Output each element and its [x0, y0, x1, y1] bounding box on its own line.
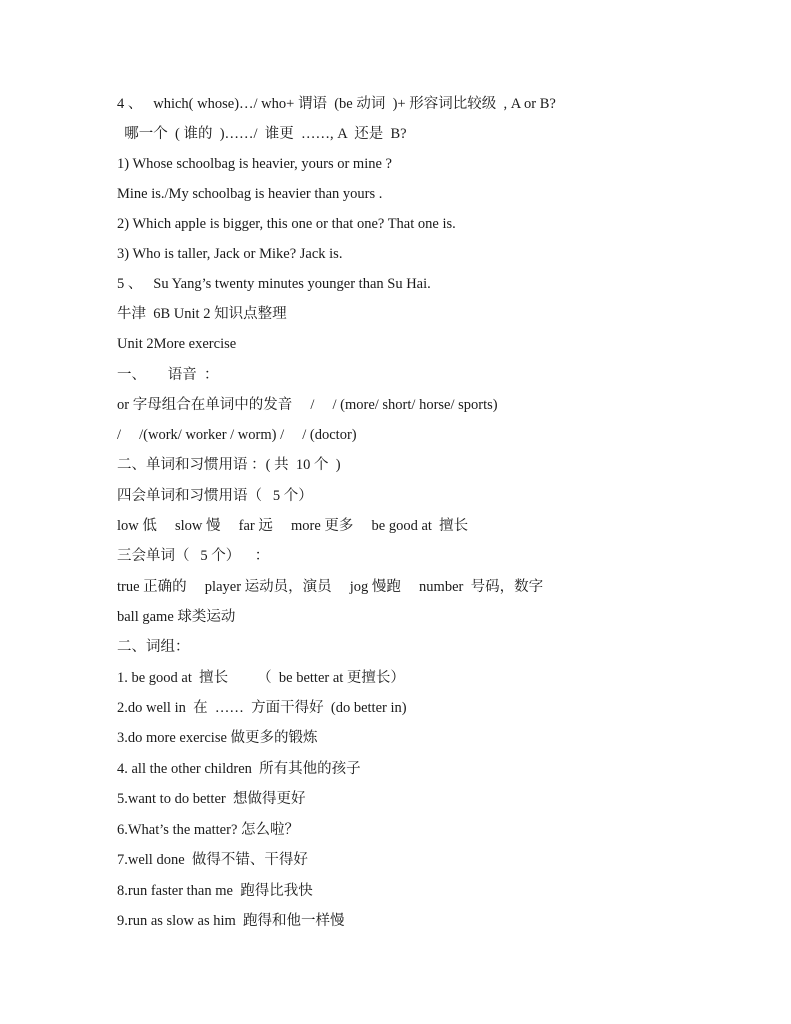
text-line: / /(work/ worker / worm) / / (doctor): [117, 427, 357, 443]
text-line: or 字母组合在单词中的发音 / / (more/ short/ horse/ sports): [117, 397, 498, 413]
text-line: 1) Whose schoolbag is heavier, yours or mine ?: [117, 156, 392, 172]
text-line: Mine is./My schoolbag is heavier than yours .: [117, 186, 383, 202]
text-line: 哪一个 ( 谁的 )……/ 谁更 ……, A 还是 B?: [117, 126, 407, 142]
text-line: 三会单词（ 5 个） ：: [117, 548, 270, 564]
text-line: 四会单词和习惯用语（ 5 个）: [117, 488, 313, 504]
text-line: 5 、 Su Yang’s twenty minutes younger than Su Hai.: [117, 276, 431, 292]
text-line: ball game 球类运动: [117, 609, 236, 625]
list-item: 7.well done 做得不错、干得好: [117, 852, 308, 868]
section-heading: 一、 语音 ：: [117, 367, 219, 383]
list-item: 6.What’s the matter? 怎么啦？: [117, 822, 300, 838]
section-heading: 二、单词和习惯用语 ：( 共 10 个 ): [117, 457, 341, 473]
list-item: 2.do well in 在 …… 方面干得好 (do better in): [117, 700, 407, 716]
section-heading: 二、词组：: [117, 639, 190, 655]
list-item: 8.run faster than me 跑得比我快: [117, 883, 313, 899]
text-line: 4 、 which( whose)…/ who+ 谓语 (be 动词 )+ 形容词比较级 , A or B?: [117, 96, 556, 112]
list-item: 4. all the other children 所有其他的孩子: [117, 761, 361, 777]
list-item: 1. be good at 擅长 （ be better at 更擅长）: [117, 670, 405, 686]
section-subtitle: Unit 2More exercise: [117, 336, 237, 352]
list-item: 3.do more exercise 做更多的锻炼: [117, 730, 318, 746]
section-title: 牛津 6B Unit 2 知识点整理: [117, 306, 287, 322]
list-item: 9.run as slow as him 跑得和他一样慢: [117, 913, 345, 929]
text-line: true 正确的 player 运动员，演员 jog 慢跑 number 号码，数字: [117, 579, 544, 595]
list-item: 5.want to do better 想做得更好: [117, 791, 306, 807]
text-line: 3) Who is taller, Jack or Mike? Jack is.: [117, 246, 343, 262]
text-line: low 低 slow 慢 far 远 more 更多 be good at 擅长: [117, 518, 469, 534]
text-line: 2) Which apple is bigger, this one or that one? That one is.: [117, 216, 456, 232]
